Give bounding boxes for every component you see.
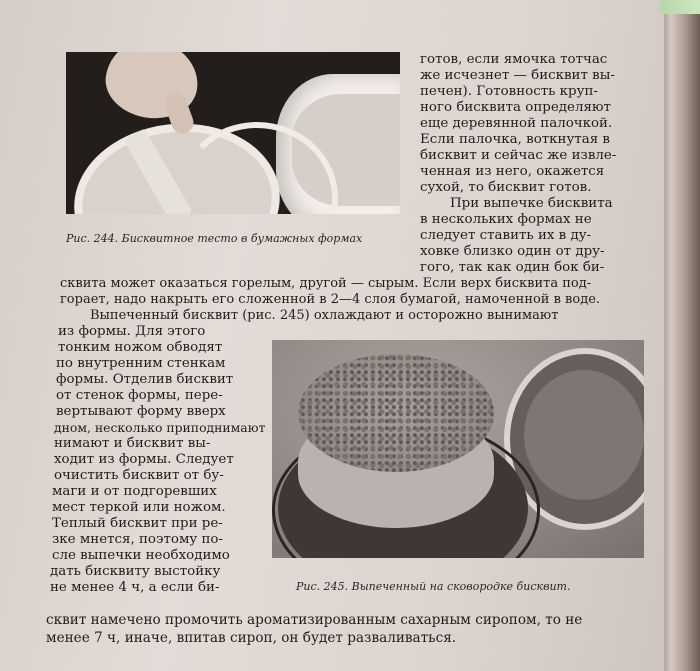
body-line: менее 7 ч, иначе, впитав сироп, он будет разваливаться.	[46, 630, 457, 646]
body-line: Теплый бисквит при ре-	[52, 516, 223, 531]
body-line: из формы. Для этого	[58, 324, 206, 339]
body-line: зке мнется, поэтому по-	[52, 532, 224, 547]
body-line: ховке близко один от дру-	[420, 244, 605, 259]
body-line: не менее 4 ч, а если би-	[50, 580, 220, 595]
body-line: готов, если ямочка тотчас	[420, 52, 608, 67]
body-line: сухой, то бисквит готов.	[420, 180, 592, 195]
body-line: ченная из него, окажется	[420, 164, 605, 179]
body-line: мест теркой или ножом.	[52, 500, 226, 515]
body-line: сквит намечено промочить ароматизированным сахарным сиропом, то не	[46, 612, 583, 628]
body-line: в нескольких формах не	[420, 212, 592, 227]
body-line: Выпеченный бисквит (рис. 245) охлаждают и осторожно вынимают	[90, 308, 559, 323]
figure-245-caption: Рис. 245. Выпеченный на сковородке бисквит.	[296, 580, 571, 593]
body-line: печен). Готовность круп-	[420, 84, 598, 99]
body-line: При выпечке бисквита	[450, 196, 613, 211]
body-line: следует ставить их в ду-	[420, 228, 592, 243]
body-line: от стенок формы, пере-	[56, 388, 223, 403]
body-line: еще деревянной палочкой.	[420, 116, 613, 131]
figure-245-photo	[272, 340, 644, 558]
body-line: ного бисквита определяют	[420, 100, 611, 115]
body-line: дном, несколько приподнимают	[54, 420, 266, 435]
body-line: Если палочка, воткнутая в	[420, 132, 610, 147]
figure-244-photo	[66, 52, 400, 214]
body-line: нимают и бисквит вы-	[54, 436, 211, 451]
body-line: маги и от подгоревших	[52, 484, 217, 499]
body-line: очистить бисквит от бу-	[54, 468, 224, 483]
body-line: по внутренним стенкам	[56, 356, 226, 371]
body-line: сквита может оказаться горелым, другой — сырым. Если верх бисквита под-	[60, 276, 592, 291]
body-line: ходит из формы. Следует	[54, 452, 234, 467]
body-line: горает, надо накрыть его сложенной в 2—4 слоя бумагой, намоченной в воде.	[60, 292, 601, 307]
body-line: тонким ножом обводят	[58, 340, 223, 355]
body-line: бисквит и сейчас же извле-	[420, 148, 617, 163]
background-corner	[660, 0, 700, 14]
body-line: сле выпечки необходимо	[52, 548, 230, 563]
body-line: формы. Отделив бисквит	[56, 372, 234, 387]
figure-244-caption: Рис. 244. Бисквитное тесто в бумажных формах	[66, 232, 363, 245]
baking-pan-inner	[524, 370, 644, 500]
body-line: дать бисквиту выстойку	[50, 564, 221, 579]
body-line: вертывают форму вверх	[56, 404, 226, 419]
sponge-cake-top	[298, 354, 494, 472]
page-edge	[664, 0, 700, 671]
body-line: же исчезнет — бисквит вы-	[420, 68, 615, 83]
body-line: гого, так как один бок би-	[420, 260, 605, 275]
